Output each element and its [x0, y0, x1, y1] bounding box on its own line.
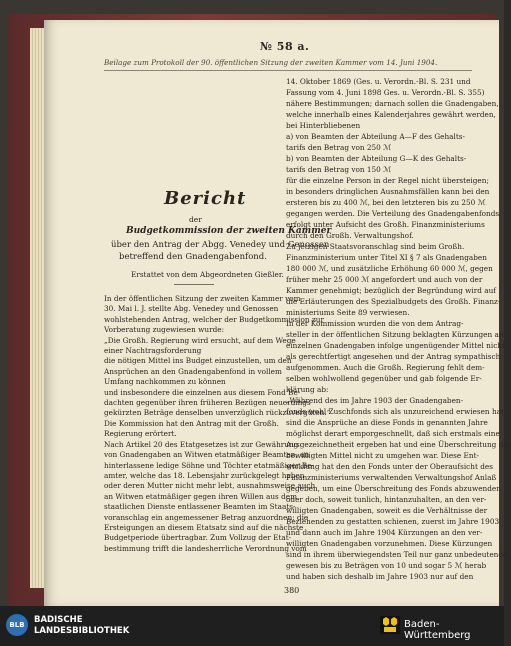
library-name-line-2: LANDESBIBLIOTHEK: [34, 626, 130, 636]
text-line: als gerechtfertigt angesehen und der Antrag sympathisch: [286, 352, 501, 361]
reporter-line: Erstattet von dem Abgeordneten Gießler.: [131, 270, 284, 279]
text-line: Fassung vom 4. Juni 1898 Ges. u. Verordn.-Bl. S. 355): [286, 88, 485, 97]
text-line: Zu jetzigen Staatsvoranschlag sind beim Großh.: [286, 242, 465, 251]
text-line: gegangen werden. Die Verteilung des Gnadengabenfonds: [286, 209, 500, 218]
text-line: 30. Mai l. J. stellte Abg. Venedey und Genossen: [104, 304, 279, 314]
text-line: die Erläuterungen des Spezialbudgets des Großh. Finanz-: [286, 297, 501, 306]
text-line: an Witwen etatmäßiger gegen ihren Willen aus dem: [104, 491, 297, 501]
subject-line-2: betreffend den Gnadengabenfond.: [119, 252, 267, 262]
library-name: [34, 615, 129, 637]
state-name: Baden-Württemberg: [404, 619, 471, 641]
text-line: bestimmung trifft die landesherrliche Verordnung vom: [104, 543, 307, 553]
header-rule: [104, 70, 472, 71]
text-line: gegeben, um eine Überschreitung des Fonds abzuwenden: [286, 484, 501, 493]
text-line: früher mehr 25 000 ℳ angefordert und auch von der: [286, 275, 483, 284]
text-line: 180 000 ℳ, und zusätzliche Erhöhung 60 000 ℳ, gegen: [286, 264, 493, 273]
text-line: tarifs den Betrag von 250 ℳ: [286, 143, 391, 152]
text-line: „Während des im Jahre 1903 der Gnadengaben-: [286, 396, 464, 405]
text-line: wicklung hat den den Fonds unter der Oberaufsicht des: [286, 462, 493, 471]
text-line: Beziehenden zu gestatten schienen, zuerst im Jahre 1903: [286, 517, 500, 526]
text-line: In der Kommission wurden die von dem Antrag-: [286, 319, 464, 328]
text-line: sind die Ansprüche an diese Fonds in genannten Jahre: [286, 418, 488, 427]
text-line: steller in der öffentlichen Sitzung beklagten Kürzungen an: [286, 330, 504, 339]
text-line: willigten Gnadengaben, soweit es die Verhältnisse der: [286, 506, 488, 515]
title-der: der: [189, 215, 202, 224]
footer-branding-bar: [0, 606, 504, 646]
document-title: Bericht: [164, 188, 247, 209]
text-line: staatlichen Dienste entlassener Beamten im Staats-: [104, 502, 296, 512]
text-line: Regierung erörtert.: [104, 429, 177, 439]
text-line: und dann auch im Jahre 1904 Kürzungen an den ver-: [286, 528, 483, 537]
text-line: einer Nachtragsforderung: [104, 346, 202, 356]
text-line: Ansprüchen an den Gnadengabenfond in vollem: [104, 366, 282, 376]
document-page: [44, 20, 511, 606]
right-column: [286, 76, 511, 582]
text-line: in besonders dringlichen Ausnahmsfällen kann bei den: [286, 187, 490, 196]
text-line: voranschlag ein angemessener Betrag anzuordnen; die: [104, 512, 309, 522]
text-line: oder deren Mutter nicht mehr lebt, ausnahmsweise auch: [104, 481, 316, 491]
commission-line: Budgetkommission der zweiten Kammer: [126, 226, 332, 236]
text-line: sind in ihrem überwiegendsten Teil nur ganz unbedeutende: [286, 550, 508, 559]
text-line: Die Kommission hat den Antrag mit der Großh.: [104, 418, 279, 428]
text-line: bewilligten Mittel nicht zu umgehen war. Diese Ent-: [286, 451, 479, 460]
text-line: von Gnadengaben an Witwen etatmäßiger Beamten, an: [104, 450, 310, 460]
text-line: b) von Beamten der Abteilung G—K des Gehalts-: [286, 154, 467, 163]
text-line: selben wohlwollend gegenüber und gab folgende Er-: [286, 374, 482, 383]
text-line: Finanzministerium unter Titel XI § 7 als Gnadengaben: [286, 253, 487, 262]
text-line: gekürzten Beträge denselben unverzüglich rückzuvergüten.“: [104, 408, 331, 418]
text-line: ersteren bis zu 400 ℳ, bei den letzteren bis zu 250 ℳ: [286, 198, 486, 207]
text-line: erfolgt unter Aufsicht des Großh. Finanzministeriums: [286, 220, 485, 229]
text-line: In der öffentlichen Sitzung der zweiten Kammer vom: [104, 294, 301, 303]
title-divider: [174, 284, 214, 285]
text-line: und haben sich deshalb im Jahre 1903 nur auf den: [286, 572, 474, 581]
text-line: welche innerhalb eines Kalenderjahres gewährt werden,: [286, 110, 496, 119]
text-line: fonds wohl Zuschfonds sich als unzureichend erwiesen hat,: [286, 407, 507, 416]
text-line: a) von Beamten der Abteilung A—F des Gehalts-: [286, 132, 465, 141]
text-line: 14. Oktober 1869 (Ges. u. Verordn.-Bl. S. 231 und: [286, 77, 471, 86]
page-number-top: № 58 a.: [260, 40, 310, 53]
text-line: nähere Bestimmungen; darnach sollen die Gnadengaben,: [286, 99, 499, 108]
text-line: tarifs den Betrag von 150 ℳ: [286, 165, 391, 174]
text-line: durch den Großh. Verwaltungshof.: [286, 231, 414, 240]
page-number-bottom: 380: [284, 586, 300, 595]
text-line: Finanzministeriums verwaltenden Verwaltungshof Anlaß: [286, 473, 497, 482]
text-line: Budgetperiode übertragbar. Zum Vollzug der Etat-: [104, 533, 292, 543]
subject-line-1: über den Antrag der Abgg. Venedey und Genossen: [111, 240, 330, 250]
text-line: aufgenommen. Auch die Großh. Regierung fehlt dem-: [286, 363, 485, 372]
text-line: oder doch, soweit tunlich, hintanzuhalten, an den ver-: [286, 495, 487, 504]
text-line: ministeriums Seite 89 verwiesen.: [286, 308, 410, 317]
text-line: „Die Großh. Regierung wird ersucht, auf dem Wege: [104, 335, 296, 345]
text-line: Umfang nachkommen zu können: [104, 377, 226, 387]
text-line: Nach Artikel 20 des Etatgesetzes ist zur Gewährung: [104, 439, 299, 449]
text-line: und insbesondere die einzelnen aus diesem Fond Be-: [104, 387, 301, 397]
text-line: Ersteigungen an diesem Etatsatz sind auf die nächste: [104, 522, 304, 532]
text-line: hinterlassene ledige Söhne und Töchter etatmäßiger Be-: [104, 460, 314, 470]
protocol-header: Beilage zum Protokoll der 90. öffentlichen Sitzung der zweiten Kammer vom 14. Juni 1904.: [104, 58, 438, 67]
text-line: die nötigen Mittel ins Budget einzustellen, um den: [104, 356, 292, 366]
blb-logo-icon: BLB: [6, 614, 28, 636]
text-line: dachten gegenüber ihren früheren Bezügen neuerdings: [104, 398, 311, 408]
text-line: willigten Gnadengaben vorzunehmen. Diese Kürzungen: [286, 539, 493, 548]
text-line: amter, welche das 18. Lebensjahr zurückgelegt haben: [104, 470, 305, 480]
text-line: Ausgezeichnetheit ergeben hat und eine Überschreitung der: [286, 440, 511, 449]
state-emblem-icon: [380, 616, 400, 634]
text-line: Vorberatung zugewiesen wurde:: [104, 325, 225, 335]
text-line: für die einzelne Person in der Regel nicht übersteigen;: [286, 176, 489, 185]
text-line: einzelnen Gnadengaben infolge ungenügender Mittel nicht: [286, 341, 505, 350]
library-name-line-1: BADISCHE: [34, 615, 83, 625]
text-line: möglichst derart emporgeschnellt, daß sich erstmals eine: [286, 429, 500, 438]
text-line: klärung ab:: [286, 385, 329, 394]
text-line: wohlstehenden Antrag, welcher der Budgetkommission zur: [104, 314, 324, 324]
text-line: gewesen bis zu Beträgen von 10 und sogar 5 ℳ herab: [286, 561, 487, 570]
text-line: Kammer genehmigt; bezüglich der Begründung wird auf: [286, 286, 496, 295]
text-line: bei Hinterbliebenen: [286, 121, 361, 130]
